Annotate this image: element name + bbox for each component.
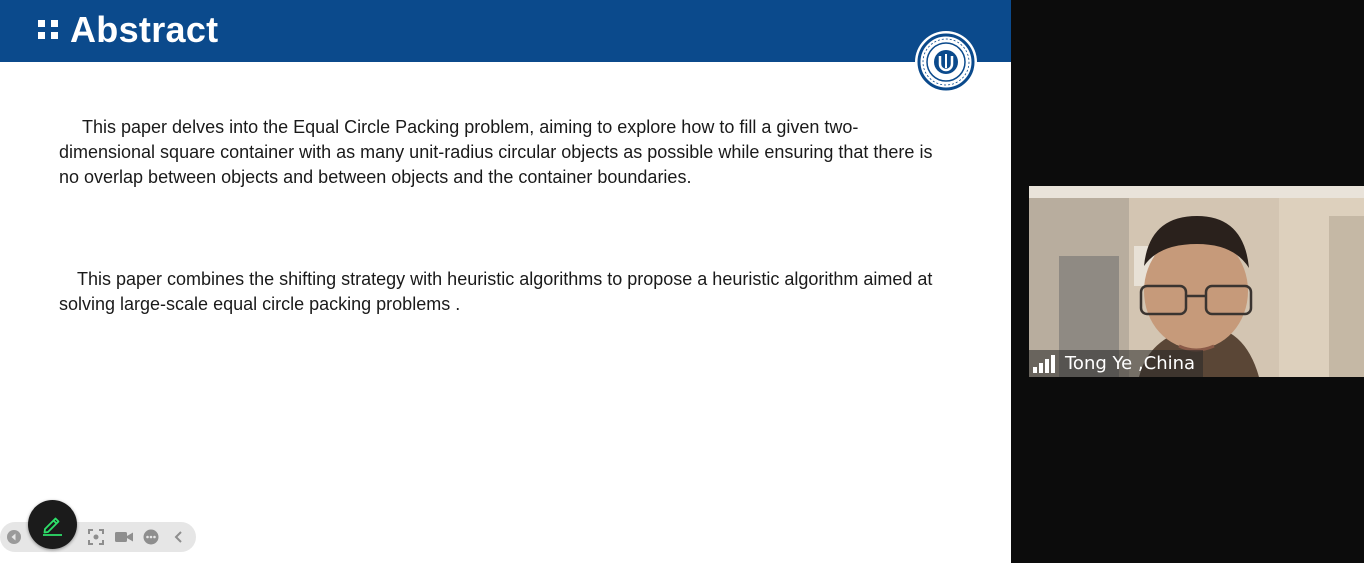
participant-video-tile[interactable]	[1029, 186, 1364, 377]
collapse-icon[interactable]	[170, 528, 188, 546]
abstract-paragraph-2: This paper combines the shifting strategy with heuristic algorithms to propose a heuristic algorithm aimed at solving large-scale equal circle packing problems .	[59, 269, 933, 314]
abstract-paragraph-1: This paper delves into the Equal Circle Packing problem, aiming to explore how to fill a given two-dimensional square container with as many unit-radius circular objects as possible while ensuring that there is no overlap between objects and between objects and the container boundaries.	[59, 117, 933, 187]
pen-icon	[40, 512, 65, 537]
previous-icon[interactable]	[5, 528, 23, 546]
participant-label-bar	[1029, 350, 1203, 377]
participant-name: Tong Ye ,China	[1065, 353, 1196, 374]
camera-icon[interactable]	[114, 528, 134, 546]
more-icon[interactable]	[142, 528, 160, 546]
screenshot-icon[interactable]	[87, 528, 105, 546]
slide-header	[0, 0, 1011, 62]
webcam-video	[1029, 186, 1364, 377]
slide-title: Abstract	[70, 9, 219, 50]
university-logo	[914, 30, 978, 94]
title-bullet-icon	[38, 20, 60, 40]
pen-button[interactable]	[28, 500, 77, 549]
signal-strength-icon	[1033, 355, 1057, 373]
